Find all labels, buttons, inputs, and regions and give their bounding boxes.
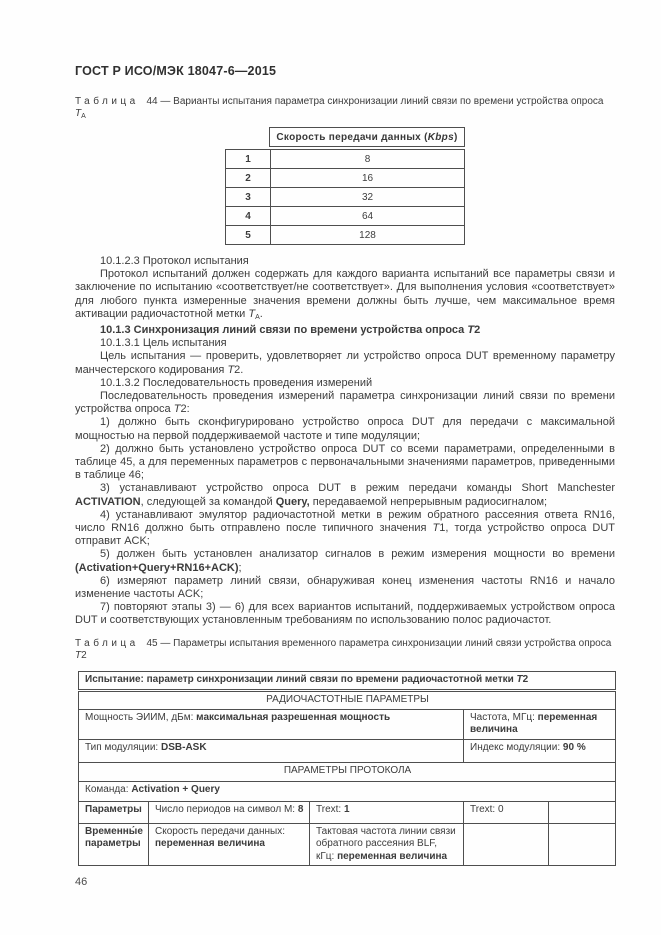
table45-cell xyxy=(310,801,464,823)
table45-cell xyxy=(79,690,616,709)
text-segment: ПАРАМЕТРЫ ПРОТОКОЛА xyxy=(283,765,412,777)
text-segment: передаваемой непрерывным радиосигналом; xyxy=(309,495,548,508)
text-segment: переменная величина xyxy=(337,850,448,862)
table44-caption xyxy=(75,96,615,123)
text-segment: Т xyxy=(248,307,256,320)
table45-cell xyxy=(79,739,464,762)
section-heading xyxy=(75,324,615,337)
table45-cell xyxy=(549,823,616,866)
table45-cell xyxy=(79,801,149,823)
text-segment: 10.1.3.2 Последовательность проведения измерений xyxy=(100,376,373,389)
variant-number-cell: 3 xyxy=(226,188,271,207)
text-segment: Т xyxy=(75,650,82,661)
text-segment: Последовательность проведения измерений параметра синхронизации линий связи по времени устройства опроса xyxy=(75,390,615,416)
text-segment: Мощность ЭИИМ, дБм: xyxy=(85,711,197,723)
table45 xyxy=(78,671,616,866)
text-segment: 2: xyxy=(180,403,190,416)
body-paragraph xyxy=(75,509,615,549)
table44-body xyxy=(225,149,465,245)
table44-row xyxy=(226,188,465,207)
body-paragraph xyxy=(75,268,615,324)
text-segment: Параметры xyxy=(85,803,142,815)
text-segment: Т xyxy=(467,324,475,337)
text-segment: переменная величина xyxy=(470,711,598,735)
body-paragraph xyxy=(75,548,615,574)
text-segment: Trext: 0 xyxy=(470,803,504,815)
text-segment: ; xyxy=(238,561,242,574)
text-segment: Протокол испытаний должен содержать для каждого варианта испытаний все параметры связи и заключение по испытанию «соответствует/не соответствует». Для выполнения условия «соответствует» для любого пункта измеренные значения времени должны быть лучше, чем максимальное время активации радиочастотной метки xyxy=(75,268,615,320)
text-segment: Число периодов на символ М: xyxy=(155,803,298,815)
text-segment: Скорость передачи данных ( xyxy=(276,132,428,143)
text-segment: Тип модуляции: xyxy=(85,741,161,753)
table45-caption xyxy=(75,638,615,662)
body-paragraph xyxy=(75,575,615,601)
text-segment: A xyxy=(255,313,260,321)
data-rate-cell: 32 xyxy=(271,188,465,207)
table45-cell xyxy=(149,801,310,823)
text-segment: 6) измеряют параметр линий связи, обнаруживая конец изменения частоты RN16 и начало изменение частоты ACK; xyxy=(75,574,615,601)
table44 xyxy=(225,127,465,245)
text-segment: Таблица xyxy=(75,638,139,649)
body-paragraph xyxy=(75,482,615,508)
text-segment: Т xyxy=(75,108,82,119)
table45-cell xyxy=(310,823,464,866)
table44-row xyxy=(226,150,465,169)
text-segment: Скорость передачи данных: xyxy=(155,825,285,837)
standard-number: ГОСТ Р ИСО/МЭК 18047-6—2015 xyxy=(75,64,277,78)
text-segment: 10.1.3 Синхронизация линий связи по времени устройства опроса xyxy=(100,324,468,337)
body-paragraph xyxy=(75,390,615,416)
table44-column-header xyxy=(269,127,465,147)
variant-number-cell: 4 xyxy=(226,207,271,226)
body-paragraph xyxy=(75,377,615,390)
table45-row xyxy=(79,690,616,709)
table45-cell xyxy=(464,823,549,866)
table45-cell xyxy=(79,781,616,801)
body-paragraph xyxy=(75,255,615,268)
text-segment: ACTIVATION xyxy=(75,495,141,508)
data-rate-cell: 64 xyxy=(271,207,465,226)
page-number: 46 xyxy=(75,876,88,888)
table44-row xyxy=(226,207,465,226)
text-segment: DSB-ASK xyxy=(161,741,207,753)
text-segment: 1 xyxy=(343,803,350,815)
text-segment: 45 — Параметры испытания временного параметра синхронизации линий связи устройства опроса xyxy=(143,638,612,649)
text-segment: (Activation+Query+RN16+ACK) xyxy=(75,561,239,574)
text-segment: Activation + Query xyxy=(131,783,220,795)
text-segment: 8 xyxy=(297,803,304,815)
table44-row xyxy=(226,226,465,245)
data-rate-cell: 128 xyxy=(271,226,465,245)
text-segment: 2 xyxy=(474,324,481,337)
text-segment: РАДИОЧАСТОТНЫЕ ПАРАМЕТРЫ xyxy=(266,693,429,705)
text-segment: , следующей за командой xyxy=(140,495,276,508)
table45-cell xyxy=(79,762,616,781)
text-segment: Т xyxy=(227,363,235,376)
text-segment: Query, xyxy=(275,495,310,508)
text-segment: Т xyxy=(516,674,523,685)
text-segment: переменная величина xyxy=(155,838,265,849)
table44-row xyxy=(226,169,465,188)
table45-row xyxy=(79,739,616,762)
text-segment: 1) должно быть сконфигурировано устройство опроса DUT для передачи с максимальной мощностью на первой поддерживаемой частоте и типе модуляции; xyxy=(75,416,615,442)
text-segment: A xyxy=(81,113,86,120)
table45-cell xyxy=(464,709,616,739)
table45-cell xyxy=(464,801,549,823)
table45-cell xyxy=(149,823,310,866)
body-paragraph xyxy=(75,350,615,376)
table45-row xyxy=(79,781,616,801)
text-segment: 7) повторяют этапы 3) — 6) для всех вариантов испытаний, поддерживаемых устройством опроса DUT и соответствующих установленным требованиям по использованию полос радиочастот. xyxy=(75,601,615,627)
table45-cell xyxy=(79,672,616,691)
text-segment: 2) должно быть установлено устройство опроса DUT со всеми параметрами, определенными в таблице 45, а для переменных параметров с первоначальными значениями параметров, приведенными в таблице 46; xyxy=(75,442,615,482)
text-segment: 5) должен быть установлен анализатор сигналов в режим измерения мощности во времени xyxy=(100,548,615,561)
text-segment: Тактовая частота линии связи обратного рассеяния BLF, кГц: xyxy=(316,825,456,862)
text-segment: 10.1.3.1 Цель испытания xyxy=(100,337,227,350)
data-rate-cell: 8 xyxy=(271,150,465,169)
body-paragraph xyxy=(75,337,615,350)
text-segment: Т xyxy=(432,522,440,535)
text-segment: максимальная разрешенная мощность xyxy=(196,711,391,723)
text-segment: Kbps xyxy=(427,132,454,143)
text-segment: 4) устанавливают эмулятор радиочастотной метки в режим обратного рассеяния ответа RN16, число RN16 должно быть отправлено после типичного значения xyxy=(75,508,615,535)
text-segment: Частота, МГц: xyxy=(470,711,538,723)
variant-number-cell: 1 xyxy=(226,150,271,169)
text-segment: ) xyxy=(453,132,458,143)
text-segment: Испытание: параметр синхронизации линий связи по времени радиочастотной метки xyxy=(85,674,517,685)
text-segment: 2 xyxy=(522,674,529,685)
text-segment: Т xyxy=(173,403,181,416)
table45-cell xyxy=(79,823,149,866)
text-segment: Trext: xyxy=(316,803,344,815)
table45-cell xyxy=(464,739,616,762)
text-segment: Таблица xyxy=(75,96,139,107)
text-segment: 10.1.2.3 Протокол испытания xyxy=(100,255,249,267)
table45-row xyxy=(79,823,616,866)
text-segment: Временны́е параметры xyxy=(85,825,143,849)
table45-row xyxy=(79,709,616,739)
text-segment: 2. xyxy=(234,363,244,376)
text-segment: Команда: xyxy=(85,783,132,795)
body-paragraph xyxy=(75,601,615,627)
body-paragraph xyxy=(75,443,615,483)
text-segment: 90 % xyxy=(562,741,586,753)
text-segment: 2 xyxy=(81,650,87,661)
text-segment: Цель испытания — проверить, удовлетворяет ли устройство опроса DUT временному параметру манчестерского кодирования xyxy=(75,350,615,376)
variant-number-cell: 2 xyxy=(226,169,271,188)
table45-row xyxy=(79,801,616,823)
body-paragraph xyxy=(75,416,615,442)
body-text xyxy=(75,255,615,638)
table45-cell xyxy=(549,801,616,823)
table45-row xyxy=(79,762,616,781)
variant-number-cell: 5 xyxy=(226,226,271,245)
text-segment: . xyxy=(259,307,263,320)
text-segment: 3) устанавливают устройство опроса DUT в режим передачи команды Short Manchester xyxy=(100,482,615,495)
text-segment: Индекс модуляции: xyxy=(470,741,563,753)
table45-cell xyxy=(79,709,464,739)
data-rate-cell: 16 xyxy=(271,169,465,188)
table45-row xyxy=(79,672,616,691)
text-segment: 44 — Варианты испытания параметра синхронизации линий связи по времени устройства опроса xyxy=(143,96,604,107)
text-segment: 1, тогда устройство опроса DUT отправит ACK; xyxy=(75,522,615,548)
